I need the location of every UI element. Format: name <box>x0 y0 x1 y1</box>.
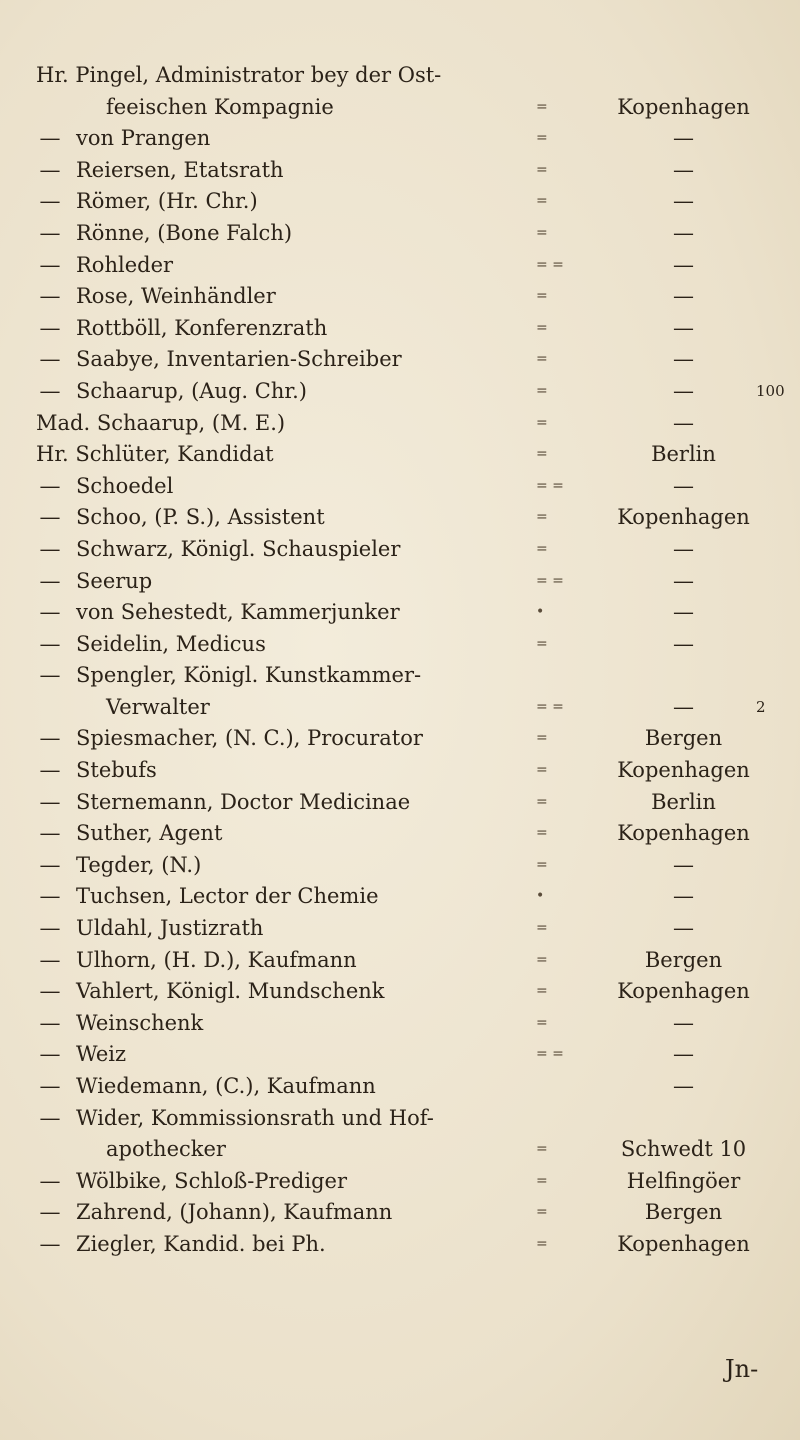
list-item <box>36 186 776 218</box>
entry-name: Mad. Schaarup, (M. E.) <box>36 410 286 435</box>
entry-mark: = = <box>536 256 564 273</box>
entry-dash: — <box>39 726 61 751</box>
entry-mark: = <box>536 130 548 147</box>
entry-place: — <box>673 189 694 214</box>
entry-dash: — <box>39 1200 61 1225</box>
entry-note: 2 <box>756 697 766 716</box>
entry-place: Bergen <box>644 1200 723 1225</box>
entry-name: Hr. Schlüter, Kandidat <box>36 442 274 467</box>
entry-name: Seidelin, Medicus <box>76 631 266 656</box>
entry-dash: — <box>39 884 61 909</box>
entry-name: Tuchsen, Lector der Chemie <box>76 884 379 909</box>
entry-name: Rottböll, Konferenzrath <box>76 315 328 340</box>
list-item <box>36 976 776 1008</box>
entry-name: Vahlert, Königl. Mundschenk <box>76 979 385 1004</box>
entry-name: Schoo, (P. S.), Assistent <box>76 505 325 530</box>
entry-name: von Prangen <box>76 126 211 151</box>
entry-mark: = <box>536 509 548 526</box>
list-item <box>36 1197 776 1229</box>
entry-place: Helfingöer <box>626 1168 741 1193</box>
entry-mark: = <box>536 920 548 937</box>
list-item <box>36 850 776 882</box>
entry-mark: = <box>536 540 548 557</box>
entry-name: Wiedemann, (C.), Kaufmann <box>76 1074 376 1098</box>
entry-dash: — <box>39 189 61 214</box>
entry-name: Rose, Weinhändler <box>76 284 276 309</box>
entry-name: apothecker <box>106 1137 226 1162</box>
list-item <box>36 1071 776 1103</box>
entry-mark: = = <box>536 572 564 589</box>
list-item <box>36 660 776 692</box>
entry-place: — <box>673 126 694 151</box>
entry-place: — <box>673 631 694 656</box>
entry-dash: — <box>39 1168 61 1193</box>
entry-place: — <box>673 916 694 941</box>
entry-dash: — <box>39 568 61 593</box>
entry-name: von Sehestedt, Kammerjunker <box>76 600 400 625</box>
entry-dash: — <box>39 347 61 372</box>
list-item <box>36 313 776 345</box>
list-item <box>36 218 776 250</box>
entry-name: Saabye, Inventarien-Schreiber <box>76 347 402 372</box>
list-item <box>36 439 776 471</box>
entry-mark: = <box>536 319 548 336</box>
list-item <box>36 1229 776 1261</box>
entry-mark: = <box>536 446 548 463</box>
entry-mark: = <box>536 856 548 873</box>
entry-place: Kopenhagen <box>617 505 750 530</box>
entry-name: Zahrend, (Johann), Kaufmann <box>76 1200 393 1225</box>
entry-name: Hr. Pingel, Administrator bey der Ost- <box>36 63 442 87</box>
entry-dash: — <box>39 663 61 688</box>
entry-name: Uldahl, Justizrath <box>76 916 264 941</box>
entry-name: Tegder, (N.) <box>76 852 202 877</box>
entry-place: — <box>673 852 694 877</box>
entry-place: — <box>673 473 694 498</box>
list-item <box>36 1039 776 1071</box>
list-item <box>36 755 776 787</box>
entry-place: Kopenhagen <box>617 821 750 846</box>
entry-name: Rohleder <box>76 252 174 277</box>
entry-dash: — <box>39 631 61 656</box>
entry-name: Sternemann, Doctor Medicinae <box>76 789 411 814</box>
entry-dash: — <box>39 157 61 182</box>
entry-mark: = = <box>536 1046 564 1063</box>
entry-place: — <box>673 157 694 182</box>
list-item <box>36 723 776 755</box>
entry-name: Verwalter <box>106 694 210 719</box>
entry-place: Kopenhagen <box>617 979 750 1004</box>
entry-mark: = <box>536 288 548 305</box>
entry-name: Seerup <box>76 568 153 593</box>
entry-place: — <box>673 220 694 245</box>
entry-mark: = <box>536 1141 548 1158</box>
list-item <box>36 1008 776 1040</box>
list-item <box>36 502 776 534</box>
entry-name: Stebufs <box>76 758 157 783</box>
entry-dash: — <box>39 220 61 245</box>
entry-name: Römer, (Hr. Chr.) <box>76 189 258 214</box>
list-item <box>36 1166 776 1198</box>
entry-mark: = <box>536 1172 548 1189</box>
entry-place: Berlin <box>651 442 716 467</box>
list-item <box>36 281 776 313</box>
list-item <box>36 692 776 724</box>
entry-mark: • <box>536 888 545 905</box>
entry-place: Schwedt 10 <box>620 1137 747 1162</box>
list-item <box>36 92 776 124</box>
entry-dash: — <box>39 126 61 151</box>
entry-dash: — <box>39 1231 61 1256</box>
list-item <box>36 534 776 566</box>
entry-name: Rönne, (Bone Falch) <box>76 220 293 245</box>
entry-mark: = <box>536 1204 548 1221</box>
entry-place: — <box>673 315 694 340</box>
entry-place: — <box>673 284 694 309</box>
entry-name: feeischen Kompagnie <box>106 94 334 119</box>
entry-dash: — <box>39 1010 61 1035</box>
entry-mark: = <box>536 983 548 1000</box>
subscriber-list <box>36 60 785 1261</box>
entry-dash: — <box>39 284 61 309</box>
entry-place: — <box>673 694 694 719</box>
entry-name: Spengler, Königl. Kunstkammer- <box>76 663 422 688</box>
list-item <box>36 881 776 913</box>
entry-name: Weiz <box>76 1042 127 1067</box>
entry-dash: — <box>39 315 61 340</box>
entry-dash: — <box>39 536 61 561</box>
entry-dash: — <box>39 1042 61 1067</box>
entry-place: — <box>673 568 694 593</box>
entry-dash: — <box>39 600 61 625</box>
entry-note: 100 <box>756 381 785 400</box>
entry-mark: = <box>536 161 548 178</box>
entry-place: Kopenhagen <box>617 758 750 783</box>
entry-mark: = <box>536 98 548 115</box>
entry-name: Wider, Kommissionsrath und Hof- <box>76 1105 434 1130</box>
entry-place: — <box>673 600 694 625</box>
entry-name: Schaarup, (Aug. Chr.) <box>76 378 307 403</box>
list-item <box>36 60 776 92</box>
entry-name: Suther, Agent <box>76 821 223 846</box>
entry-mark: = <box>536 730 548 747</box>
entry-mark: = <box>536 382 548 399</box>
entry-name: Wölbike, Schloß-Prediger <box>76 1168 348 1193</box>
entry-dash: — <box>39 378 61 403</box>
entry-place: — <box>673 410 694 435</box>
entry-name: Spiesmacher, (N. C.), Procurator <box>76 726 423 751</box>
entry-dash: — <box>39 505 61 530</box>
entry-place: Kopenhagen <box>617 94 750 119</box>
list-item <box>36 1134 776 1166</box>
list-item <box>36 471 776 503</box>
entry-name: Ziegler, Kandid. bei Ph. <box>76 1231 326 1256</box>
list-item <box>36 818 776 850</box>
entry-dash: — <box>39 1074 61 1098</box>
list-item <box>36 1103 776 1135</box>
entry-dash: — <box>39 979 61 1004</box>
list-item <box>36 597 776 629</box>
entry-place: — <box>673 1010 694 1035</box>
entry-place: — <box>673 1042 694 1067</box>
list-item <box>36 408 776 440</box>
entry-name: Reiersen, Etatsrath <box>76 157 284 182</box>
entry-mark: = <box>536 1014 548 1031</box>
list-item <box>36 566 776 598</box>
list-item <box>36 376 785 408</box>
entry-place: — <box>673 1074 694 1098</box>
entry-mark: = <box>536 635 548 652</box>
entry-mark: = <box>536 762 548 779</box>
entry-place: — <box>673 378 694 403</box>
entry-mark: • <box>536 604 545 621</box>
entry-dash: — <box>39 821 61 846</box>
entry-mark: = <box>536 414 548 431</box>
entry-place: — <box>673 884 694 909</box>
entry-mark: = <box>536 193 548 210</box>
entry-mark: = <box>536 825 548 842</box>
entry-dash: — <box>39 916 61 941</box>
entry-place: — <box>673 536 694 561</box>
entry-mark: = <box>536 351 548 368</box>
list-item <box>36 123 776 155</box>
entry-mark: = <box>536 1235 548 1252</box>
entry-mark: = <box>536 224 548 241</box>
entry-dash: — <box>39 852 61 877</box>
entry-name: Ulhorn, (H. D.), Kaufmann <box>76 947 357 972</box>
entry-place: Kopenhagen <box>617 1231 750 1256</box>
entry-place: Bergen <box>644 726 723 751</box>
entry-place: — <box>673 252 694 277</box>
entry-name: Schwarz, Königl. Schauspieler <box>76 536 401 561</box>
entry-place: Bergen <box>644 947 723 972</box>
entry-place: Berlin <box>651 789 716 814</box>
entry-dash: — <box>39 473 61 498</box>
entry-name: Weinschenk <box>76 1010 204 1035</box>
entry-dash: — <box>39 947 61 972</box>
list-item <box>36 155 776 187</box>
entry-mark: = = <box>536 698 564 715</box>
entry-dash: — <box>39 758 61 783</box>
list-item <box>36 945 776 977</box>
catchword: Jn- <box>725 1355 759 1383</box>
entry-dash: — <box>39 789 61 814</box>
entry-place: — <box>673 347 694 372</box>
entry-mark: = <box>536 793 548 810</box>
entry-dash: — <box>39 252 61 277</box>
list-item <box>36 913 776 945</box>
entry-name: Schoedel <box>76 473 174 498</box>
list-item <box>36 629 776 661</box>
entry-dash: — <box>39 1105 61 1130</box>
entry-mark: = = <box>536 477 564 494</box>
entry-mark: = <box>536 951 548 968</box>
list-item <box>36 250 776 282</box>
list-item <box>36 344 776 376</box>
list-item <box>36 787 776 819</box>
